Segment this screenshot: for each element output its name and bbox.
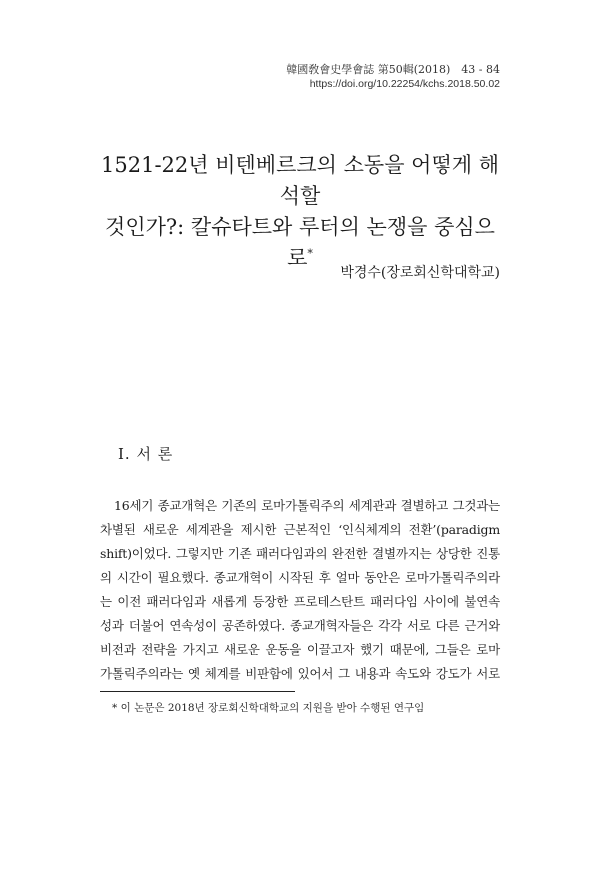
body-paragraph <box>100 494 500 686</box>
title-line-1: 1521-22년 비텐베르크의 소동을 어떻게 해석할 <box>101 153 499 208</box>
body-line: 의 시간이 필요했다. 종교개혁이 시작된 후 얼마 동안은 로마가톨릭주의라 <box>100 570 500 585</box>
body-line: 차별된 새로운 세계관을 제시한 근본적인 ‘인식체계의 전환’(paradigm <box>100 522 500 537</box>
body-line: 는 이전 패러다임과 새롭게 등장한 프로테스탄트 패러다임 사이에 불연속 <box>100 594 500 609</box>
body-line: shift)이었다. 그렇지만 기존 패러다임과의 완전한 결별까지는 상당한 진통 <box>100 546 500 561</box>
body-line: 16세기 종교개혁은 기존의 로마가톨릭주의 세계관과 결별하고 그것과는 <box>114 498 500 513</box>
footnote: * 이 논문은 2018년 장로회신학대학교의 지원을 받아 수행된 연구임 <box>112 702 425 714</box>
footnote-divider <box>100 691 295 692</box>
body-line: 가톨릭주의라는 옛 체계를 비판함에 있어서 그 내용과 속도와 강도가 서로 <box>100 666 500 681</box>
title-line-2: 것인가?: 칼슈타트와 루터의 논쟁을 중심으로 <box>105 215 495 270</box>
section-heading: I. 서 론 <box>118 445 174 463</box>
doi-link[interactable]: https://doi.org/10.22254/kchs.2018.50.02 <box>309 78 500 90</box>
title-footnote-mark[interactable]: * <box>307 247 313 260</box>
author-affiliation: 박경수(장로회신학대학교) <box>340 265 500 281</box>
body-line: 성과 더불어 연속성이 공존하였다. 종교개혁자들은 각각 서로 다른 근거와 <box>100 618 500 633</box>
journal-citation: 韓國敎會史學會誌 第50輯(2018) 43 - 84 <box>286 63 500 76</box>
running-head <box>286 62 500 92</box>
body-line: 비전과 전략을 가지고 새로운 운동을 이끌고자 했기 때문에, 그들은 로마 <box>100 642 500 657</box>
article-title <box>100 150 500 274</box>
